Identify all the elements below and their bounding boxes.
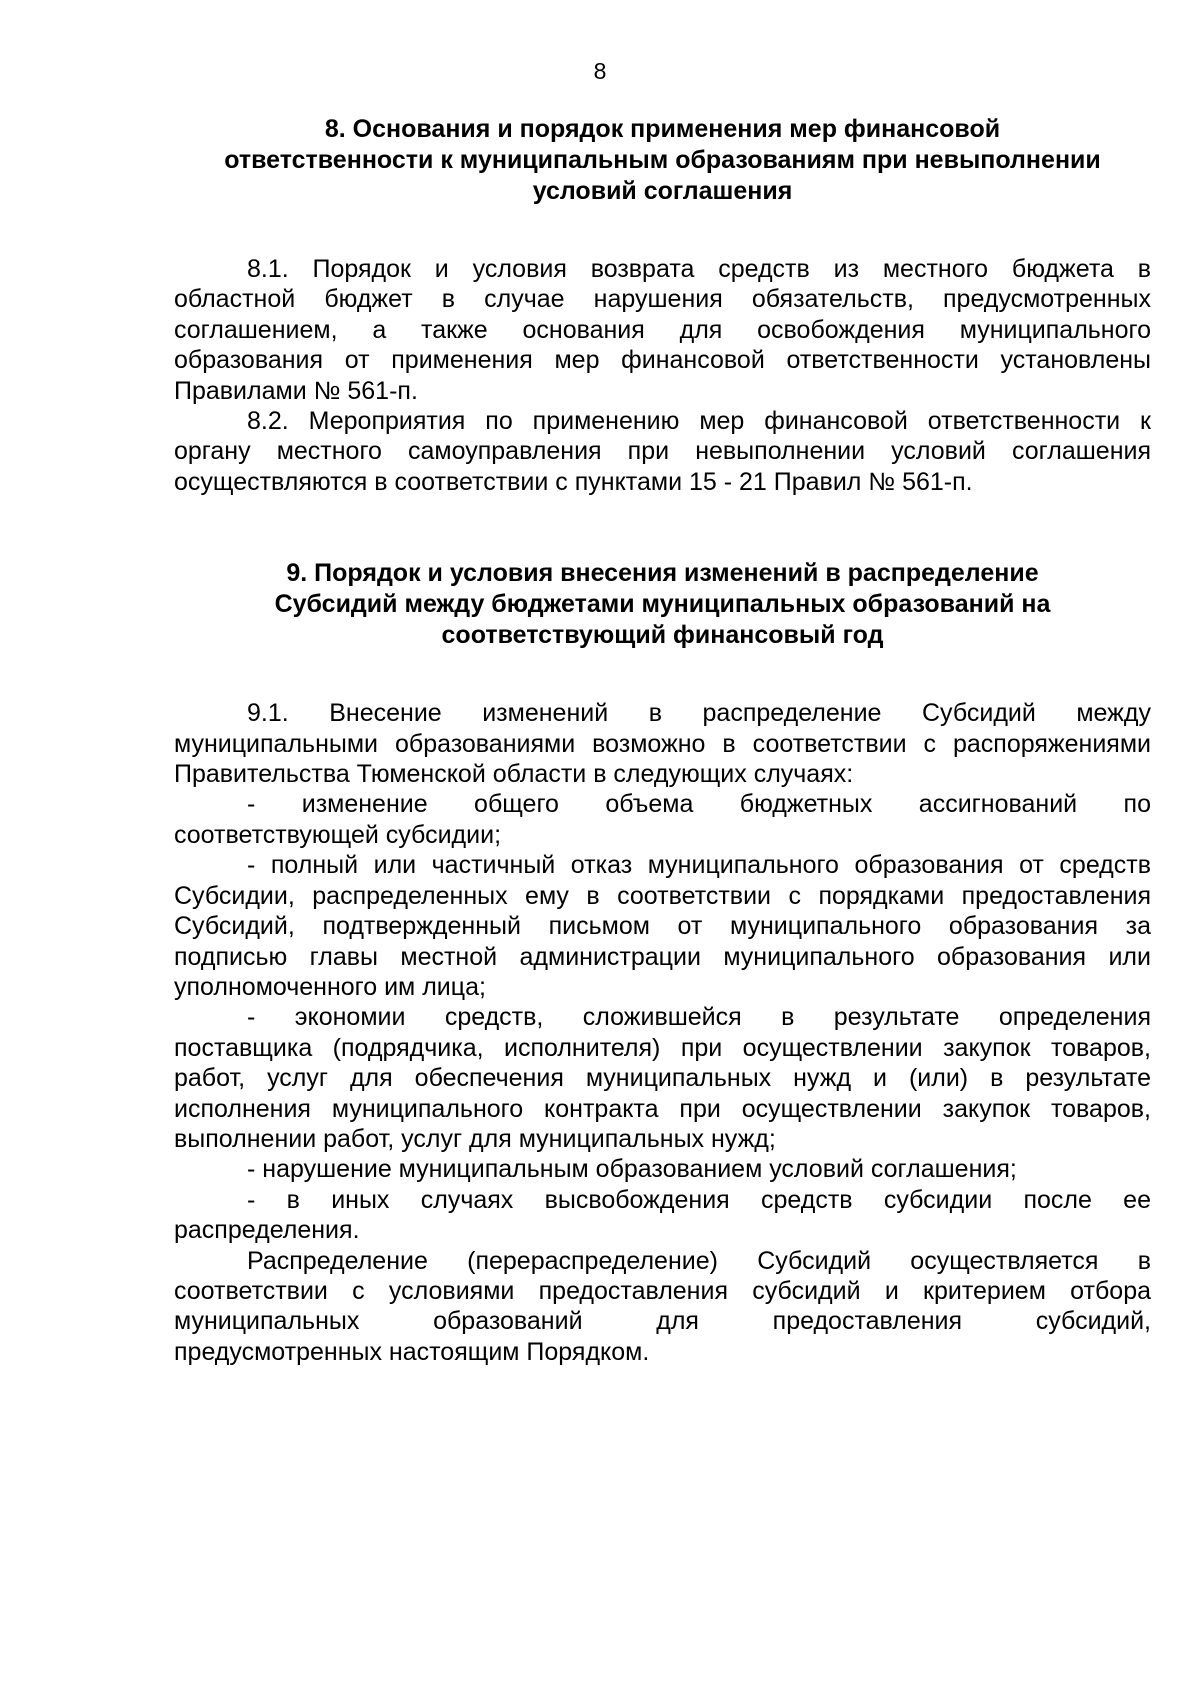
- section-title-line: 9. Порядок и условия внесения изменений в распределение: [286, 559, 1039, 588]
- paragraph-line: подписью главы местной администрации муниципального образования или: [174, 942, 1151, 971]
- paragraph-line: Правилами № 561-п.: [174, 376, 418, 405]
- paragraph-line: 8.2. Мероприятия по применению мер финансовой ответственности к: [247, 407, 1151, 436]
- paragraph-line: Субсидии, распределенных ему в соответствии с порядками предоставления: [174, 881, 1151, 910]
- section-9-title: [174, 558, 1151, 651]
- paragraph-line: соответствии с условиями предоставления субсидий и критерием отбора: [174, 1276, 1151, 1305]
- paragraph-line: распределения.: [174, 1216, 360, 1245]
- paragraph-line: поставщика (подрядчика, исполнителя) при осуществлении закупок товаров,: [174, 1033, 1151, 1062]
- paragraph-line: работ, услуг для обеспечения муниципальных нужд и (или) в результате: [174, 1064, 1151, 1093]
- list-item-other-cases: [174, 1185, 1151, 1246]
- paragraph-line: - в иных случаях высвобождения средств субсидии после ее: [247, 1185, 1151, 1214]
- page-number: 8: [593, 58, 607, 84]
- paragraph-line: осуществляются в соответствии с пунктами 15 - 21 Правил № 561-п.: [174, 467, 973, 496]
- section-8-title: [174, 114, 1151, 207]
- paragraph-line: муниципальных образований для предоставления субсидий,: [174, 1307, 1151, 1336]
- section-title-line: Субсидий между бюджетами муниципальных образований на: [274, 590, 1051, 619]
- section-title-line: условий соглашения: [532, 177, 793, 205]
- paragraph-line: Правительства Тюменской области в следующих случаях:: [174, 760, 854, 789]
- paragraph-8-2: [174, 406, 1151, 497]
- paragraph-line: исполнения муниципального контракта при осуществлении закупок товаров,: [174, 1094, 1151, 1123]
- paragraph-line: - полный или частичный отказ муниципального образования от средств: [247, 851, 1151, 880]
- paragraph-line: соответствующей субсидии;: [174, 820, 502, 849]
- list-item-savings: [174, 1002, 1151, 1154]
- paragraph-line: 9.1. Внесение изменений в распределение Субсидий между: [247, 699, 1151, 728]
- document-body: [174, 114, 1151, 1367]
- section-title-line: 8. Основания и порядок применения мер финансовой: [324, 115, 1001, 143]
- section-title-line: ответственности к муниципальным образованиям при невыполнении: [224, 146, 1101, 174]
- paragraph-line: соглашением, а также основания для освобождения муниципального: [174, 315, 1151, 344]
- list-item-budget-change: [174, 789, 1151, 850]
- paragraph-redistribution: [174, 1246, 1151, 1368]
- paragraph-line: - изменение общего объема бюджетных ассигнований по: [247, 790, 1151, 819]
- paragraph-line: уполномоченного им лица;: [174, 972, 486, 1001]
- paragraph-line: Распределение (перераспределение) Субсидий осуществляется в: [247, 1246, 1151, 1275]
- paragraph-line: образования от применения мер финансовой ответственности установлены: [174, 346, 1151, 375]
- paragraph-line: выполнении работ, услуг для муниципальных нужд;: [174, 1124, 776, 1153]
- paragraph-line: - экономии средств, сложившейся в результате определения: [247, 1003, 1151, 1032]
- paragraph-line: Субсидий, подтвержденный письмом от муниципального образования за: [174, 912, 1151, 941]
- paragraph-line: органу местного самоуправления при невыполнении условий соглашения: [174, 437, 1151, 466]
- paragraph-line: предусмотренных настоящим Порядком.: [174, 1337, 650, 1366]
- section-title-line: соответствующий финансовый год: [441, 621, 884, 650]
- paragraph-line: 8.1. Порядок и условия возврата средств из местного бюджета в: [247, 255, 1151, 283]
- list-item-violation: [174, 1154, 1151, 1184]
- list-item-refusal: [174, 850, 1151, 1002]
- paragraph-9-1: [174, 698, 1151, 789]
- paragraph-line: - нарушение муниципальным образованием условий соглашения;: [247, 1155, 1017, 1184]
- paragraph-line: муниципальными образованиями возможно в соответствии с распоряжениями: [174, 729, 1151, 758]
- paragraph-8-1: [174, 254, 1151, 406]
- paragraph-line: областной бюджет в случае нарушения обязательств, предусмотренных: [174, 285, 1151, 314]
